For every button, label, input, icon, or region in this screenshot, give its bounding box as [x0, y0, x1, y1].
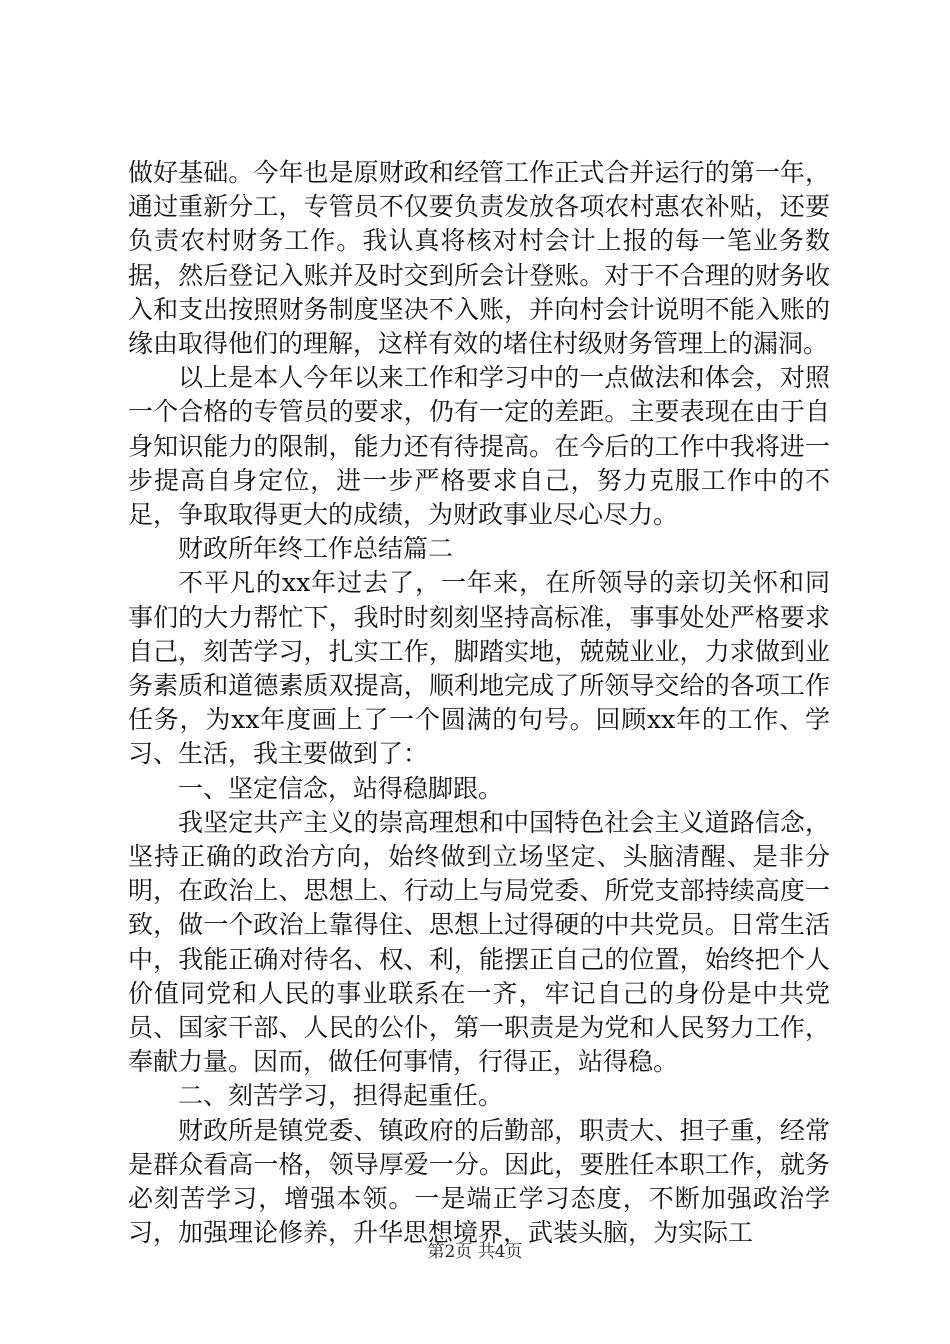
heading-two: 二、刻苦学习，担得起重任。: [178, 1081, 504, 1111]
heading-one: 一、坚定信念，站得稳脚跟。: [178, 773, 504, 803]
paragraph-continuation: 做好基础。今年也是原财政和经管工作正式合并运行的第一年，通过重新分工，专管员不仅要负责发放各项农村惠农补贴，还要负责农村财务工作。我认真将核对村会计上报的每一笔业务数据，然后登记入账并及时交到所会计登账。对于不合理的财务收入和支出按照财务制度坚决不入账，并向村会计说明不能入账的缘由取得他们的理解，这样有效的堵住村级财务管理上的漏洞。: [128, 158, 830, 359]
document-body: [128, 156, 830, 1251]
paragraph-belief: 我坚定共产主义的崇高理想和中国特色社会主义道路信念，坚持正确的政治方向，始终做到立场坚定、头脑清醒、是非分明，在政治上、思想上、行动上与局党委、所党支部持续高度一致，做一个政治上靠得住、思想上过得硬的中共党员。日常生活中，我能正确对待名、权、利，能摆正自己的位置，始终把个人价值同党和人民的事业联系在一齐，牢记自己的身份是中共党员、国家干部、人民的公仆，第一职责是为党和人民努力工作，奉献力量。因而，做任何事情，行得正，站得稳。: [128, 807, 830, 1077]
paragraph-summary: 以上是本人今年以来工作和学习中的一点做法和体会，对照一个合格的专管员的要求，仍有一定的差距。主要表现在由于自身知识能力的限制，能力还有待提高。在今后的工作中我将进一步提高自身定位，进一步严格要求自己，努力克服工作中的不足，争取取得更大的成绩，为财政事业尽心尽力。: [128, 363, 830, 530]
page-number: 第2页 共4页: [427, 1242, 523, 1262]
paragraph-intro: 不平凡的xx年过去了，一年来，在所领导的亲切关怀和同事们的大力帮忙下，我时时刻刻坚持高标准，事事处处严格要求自己，刻苦学习，扎实工作，脚踏实地，兢兢业业，力求做到业务素质和道德素质双提高，顺利地完成了所领导交给的各项工作任务，为xx年度画上了一个圆满的句号。回顾xx年的工作、学习、生活，我主要做到了：: [128, 568, 830, 769]
paragraph-study: 财政所是镇党委、镇政府的后勤部，职责大、担子重，经常是群众看高一格，领导厚爱一分。因此，要胜任本职工作，就务必刻苦学习，增强本领。一是端正学习态度，不断加强政治学习，加强理论修养，升华思想境界，武装头脑，为实际工: [128, 1115, 830, 1248]
section-title: 财政所年终工作总结篇二: [178, 534, 454, 564]
